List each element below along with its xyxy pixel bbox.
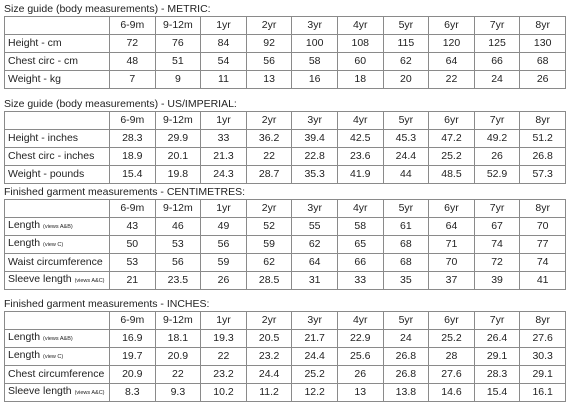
column-header: 1yr <box>201 17 247 35</box>
value-cell: 35.3 <box>292 166 338 184</box>
value-cell: 49.2 <box>474 130 520 148</box>
column-header: 3yr <box>292 112 338 130</box>
value-cell: 26 <box>520 71 566 89</box>
value-cell: 24.4 <box>292 348 338 366</box>
column-header: 4yr <box>337 200 383 218</box>
value-cell: 20.5 <box>246 330 292 348</box>
value-cell: 72 <box>110 35 156 53</box>
value-cell: 23.5 <box>155 272 201 290</box>
column-header: 4yr <box>337 112 383 130</box>
column-header: 8yr <box>520 112 566 130</box>
value-cell: 33 <box>337 272 383 290</box>
value-cell: 76 <box>155 35 201 53</box>
value-cell: 35 <box>383 272 429 290</box>
value-cell: 23.2 <box>246 348 292 366</box>
value-cell: 29.9 <box>155 130 201 148</box>
row-label-cell <box>5 384 110 402</box>
row-label: Chest circ - inches <box>8 150 95 162</box>
row-label-cell <box>5 236 110 254</box>
row-note: (views A&B) <box>43 336 73 342</box>
section-title: Size guide (body measurements) - US/IMPERIAL: <box>4 98 237 110</box>
value-cell: 24.3 <box>201 166 247 184</box>
value-cell: 18.1 <box>155 330 201 348</box>
value-cell: 65 <box>337 236 383 254</box>
value-cell: 66 <box>474 53 520 71</box>
column-header: 7yr <box>474 112 520 130</box>
table-row <box>5 236 566 254</box>
value-cell: 27.6 <box>520 330 566 348</box>
column-header: 5yr <box>383 200 429 218</box>
value-cell: 50 <box>110 236 156 254</box>
column-header: 1yr <box>201 200 247 218</box>
value-cell: 19.3 <box>201 330 247 348</box>
value-cell: 53 <box>110 254 156 272</box>
row-label-cell <box>5 272 110 290</box>
row-label-cell <box>5 218 110 236</box>
row-label: Length <box>8 349 41 361</box>
row-label: Weight - kg <box>8 73 61 85</box>
value-cell: 58 <box>292 53 338 71</box>
size-table <box>4 111 566 184</box>
value-cell: 29.1 <box>474 348 520 366</box>
value-cell: 68 <box>383 254 429 272</box>
value-cell: 25.2 <box>429 148 475 166</box>
table-row <box>5 254 566 272</box>
value-cell: 10.2 <box>201 384 247 402</box>
value-cell: 64 <box>292 254 338 272</box>
value-cell: 100 <box>292 35 338 53</box>
value-cell: 16.9 <box>110 330 156 348</box>
value-cell: 26.8 <box>383 366 429 384</box>
section-garment-inches <box>4 298 566 402</box>
value-cell: 25.6 <box>337 348 383 366</box>
value-cell: 37 <box>429 272 475 290</box>
column-header: 6-9m <box>110 200 156 218</box>
value-cell: 67 <box>474 218 520 236</box>
row-label-cell <box>5 366 110 384</box>
value-cell: 22 <box>201 348 247 366</box>
value-cell: 56 <box>155 254 201 272</box>
table-row <box>5 330 566 348</box>
column-header: 4yr <box>337 17 383 35</box>
value-cell: 20 <box>383 71 429 89</box>
value-cell: 70 <box>520 218 566 236</box>
column-header: 5yr <box>383 17 429 35</box>
value-cell: 24 <box>383 330 429 348</box>
value-cell: 12.2 <box>292 384 338 402</box>
value-cell: 29.1 <box>520 366 566 384</box>
value-cell: 57.3 <box>520 166 566 184</box>
column-header: 6yr <box>429 17 475 35</box>
column-header: 5yr <box>383 312 429 330</box>
section-imperial <box>4 98 566 184</box>
column-header: 9-12m <box>155 17 201 35</box>
column-header: 2yr <box>246 112 292 130</box>
value-cell: 22 <box>155 366 201 384</box>
value-cell: 49 <box>201 218 247 236</box>
size-table <box>4 311 566 402</box>
column-header: 4yr <box>337 312 383 330</box>
column-header: 8yr <box>520 17 566 35</box>
value-cell: 72 <box>474 254 520 272</box>
value-cell: 13 <box>246 71 292 89</box>
value-cell: 26.4 <box>474 330 520 348</box>
value-cell: 42.5 <box>337 130 383 148</box>
table-row <box>5 166 566 184</box>
value-cell: 22.9 <box>337 330 383 348</box>
value-cell: 47.2 <box>429 130 475 148</box>
section-title: Size guide (body measurements) - METRIC: <box>4 3 211 15</box>
column-header: 2yr <box>246 17 292 35</box>
value-cell: 28.5 <box>246 272 292 290</box>
header-row <box>5 200 566 218</box>
value-cell: 41 <box>520 272 566 290</box>
value-cell: 26.8 <box>520 148 566 166</box>
row-label: Length <box>8 331 41 343</box>
value-cell: 66 <box>337 254 383 272</box>
value-cell: 20.9 <box>110 366 156 384</box>
value-cell: 23.2 <box>201 366 247 384</box>
value-cell: 39.4 <box>292 130 338 148</box>
header-blank-cell <box>5 312 110 330</box>
value-cell: 13.8 <box>383 384 429 402</box>
value-cell: 59 <box>246 236 292 254</box>
row-label-cell <box>5 71 110 89</box>
value-cell: 26 <box>474 148 520 166</box>
value-cell: 56 <box>246 53 292 71</box>
value-cell: 36.2 <box>246 130 292 148</box>
value-cell: 27.6 <box>429 366 475 384</box>
row-label: Length <box>8 219 41 231</box>
column-header: 3yr <box>292 312 338 330</box>
column-header: 7yr <box>474 17 520 35</box>
value-cell: 52 <box>246 218 292 236</box>
section-metric <box>4 3 566 89</box>
column-header: 2yr <box>246 312 292 330</box>
value-cell: 7 <box>110 71 156 89</box>
value-cell: 54 <box>201 53 247 71</box>
value-cell: 28.3 <box>474 366 520 384</box>
row-label: Sleeve length <box>8 385 72 397</box>
column-header: 6yr <box>429 312 475 330</box>
column-header: 6yr <box>429 200 475 218</box>
value-cell: 62 <box>246 254 292 272</box>
value-cell: 18 <box>337 71 383 89</box>
column-header: 6yr <box>429 112 475 130</box>
value-cell: 74 <box>474 236 520 254</box>
column-header: 5yr <box>383 112 429 130</box>
value-cell: 21.3 <box>201 148 247 166</box>
row-label: Sleeve length <box>8 273 72 285</box>
row-note: (views A&C) <box>74 278 105 284</box>
row-label: Height - inches <box>8 132 79 144</box>
table-row <box>5 366 566 384</box>
column-header: 7yr <box>474 200 520 218</box>
value-cell: 16.1 <box>520 384 566 402</box>
table-row <box>5 348 566 366</box>
value-cell: 14.6 <box>429 384 475 402</box>
value-cell: 77 <box>520 236 566 254</box>
row-label-cell <box>5 53 110 71</box>
value-cell: 51.2 <box>520 130 566 148</box>
value-cell: 11 <box>201 71 247 89</box>
header-blank-cell <box>5 17 110 35</box>
column-header: 6-9m <box>110 17 156 35</box>
value-cell: 115 <box>383 35 429 53</box>
value-cell: 41.9 <box>337 166 383 184</box>
value-cell: 24 <box>474 71 520 89</box>
header-blank-cell <box>5 112 110 130</box>
row-label: Height - cm <box>8 37 62 49</box>
table-row <box>5 71 566 89</box>
table-row <box>5 384 566 402</box>
value-cell: 44 <box>383 166 429 184</box>
value-cell: 46 <box>155 218 201 236</box>
row-note: (view C) <box>43 354 64 360</box>
value-cell: 33 <box>201 130 247 148</box>
section-title: Finished garment measurements - CENTIMETRES: <box>4 186 245 198</box>
value-cell: 21 <box>110 272 156 290</box>
column-header: 1yr <box>201 112 247 130</box>
value-cell: 62 <box>292 236 338 254</box>
column-header: 6-9m <box>110 312 156 330</box>
value-cell: 13 <box>337 384 383 402</box>
value-cell: 74 <box>520 254 566 272</box>
value-cell: 11.2 <box>246 384 292 402</box>
size-table <box>4 16 566 89</box>
table-row <box>5 272 566 290</box>
value-cell: 20.1 <box>155 148 201 166</box>
table-row <box>5 35 566 53</box>
value-cell: 53 <box>155 236 201 254</box>
value-cell: 8.3 <box>110 384 156 402</box>
value-cell: 21.7 <box>292 330 338 348</box>
value-cell: 30.3 <box>520 348 566 366</box>
value-cell: 62 <box>383 53 429 71</box>
column-header: 3yr <box>292 200 338 218</box>
value-cell: 70 <box>429 254 475 272</box>
column-header: 9-12m <box>155 312 201 330</box>
value-cell: 25.2 <box>292 366 338 384</box>
value-cell: 26.8 <box>383 348 429 366</box>
column-header: 8yr <box>520 312 566 330</box>
row-label-cell <box>5 254 110 272</box>
section-title: Finished garment measurements - INCHES: <box>4 298 210 310</box>
value-cell: 26 <box>337 366 383 384</box>
value-cell: 51 <box>155 53 201 71</box>
value-cell: 39 <box>474 272 520 290</box>
value-cell: 18.9 <box>110 148 156 166</box>
column-header: 9-12m <box>155 112 201 130</box>
row-note: (view C) <box>43 242 64 248</box>
value-cell: 43 <box>110 218 156 236</box>
row-label-cell <box>5 35 110 53</box>
column-header: 2yr <box>246 200 292 218</box>
value-cell: 92 <box>246 35 292 53</box>
value-cell: 64 <box>429 218 475 236</box>
column-header: 8yr <box>520 200 566 218</box>
value-cell: 28.3 <box>110 130 156 148</box>
table-row <box>5 53 566 71</box>
value-cell: 15.4 <box>474 384 520 402</box>
value-cell: 20.9 <box>155 348 201 366</box>
header-row <box>5 112 566 130</box>
value-cell: 58 <box>337 218 383 236</box>
value-cell: 130 <box>520 35 566 53</box>
value-cell: 23.6 <box>337 148 383 166</box>
column-header: 7yr <box>474 312 520 330</box>
value-cell: 24.4 <box>246 366 292 384</box>
value-cell: 28.7 <box>246 166 292 184</box>
header-row <box>5 312 566 330</box>
value-cell: 9.3 <box>155 384 201 402</box>
row-label: Chest circ - cm <box>8 55 79 67</box>
value-cell: 52.9 <box>474 166 520 184</box>
value-cell: 68 <box>383 236 429 254</box>
size-table <box>4 199 566 290</box>
value-cell: 108 <box>337 35 383 53</box>
value-cell: 24.4 <box>383 148 429 166</box>
row-label: Waist circumference <box>8 256 103 268</box>
value-cell: 56 <box>201 236 247 254</box>
column-header: 3yr <box>292 17 338 35</box>
row-label-cell <box>5 148 110 166</box>
value-cell: 25.2 <box>429 330 475 348</box>
value-cell: 48.5 <box>429 166 475 184</box>
value-cell: 59 <box>201 254 247 272</box>
value-cell: 9 <box>155 71 201 89</box>
value-cell: 61 <box>383 218 429 236</box>
value-cell: 84 <box>201 35 247 53</box>
value-cell: 64 <box>429 53 475 71</box>
section-garment-cm <box>4 186 566 290</box>
value-cell: 22.8 <box>292 148 338 166</box>
row-label: Length <box>8 237 41 249</box>
value-cell: 16 <box>292 71 338 89</box>
table-row <box>5 148 566 166</box>
row-note: (views A&B) <box>43 224 73 230</box>
value-cell: 31 <box>292 272 338 290</box>
value-cell: 60 <box>337 53 383 71</box>
row-label-cell <box>5 348 110 366</box>
value-cell: 19.7 <box>110 348 156 366</box>
value-cell: 19.8 <box>155 166 201 184</box>
value-cell: 22 <box>429 71 475 89</box>
column-header: 6-9m <box>110 112 156 130</box>
value-cell: 68 <box>520 53 566 71</box>
column-header: 9-12m <box>155 200 201 218</box>
row-label-cell <box>5 166 110 184</box>
value-cell: 45.3 <box>383 130 429 148</box>
value-cell: 22 <box>246 148 292 166</box>
value-cell: 28 <box>429 348 475 366</box>
value-cell: 120 <box>429 35 475 53</box>
value-cell: 26 <box>201 272 247 290</box>
row-note: (views A&C) <box>74 390 105 396</box>
column-header: 1yr <box>201 312 247 330</box>
value-cell: 71 <box>429 236 475 254</box>
value-cell: 125 <box>474 35 520 53</box>
row-label-cell <box>5 330 110 348</box>
value-cell: 48 <box>110 53 156 71</box>
value-cell: 15.4 <box>110 166 156 184</box>
row-label: Chest circumference <box>8 368 105 380</box>
row-label-cell <box>5 130 110 148</box>
header-blank-cell <box>5 200 110 218</box>
row-label: Weight - pounds <box>8 168 85 180</box>
value-cell: 55 <box>292 218 338 236</box>
table-row <box>5 218 566 236</box>
table-row <box>5 130 566 148</box>
header-row <box>5 17 566 35</box>
